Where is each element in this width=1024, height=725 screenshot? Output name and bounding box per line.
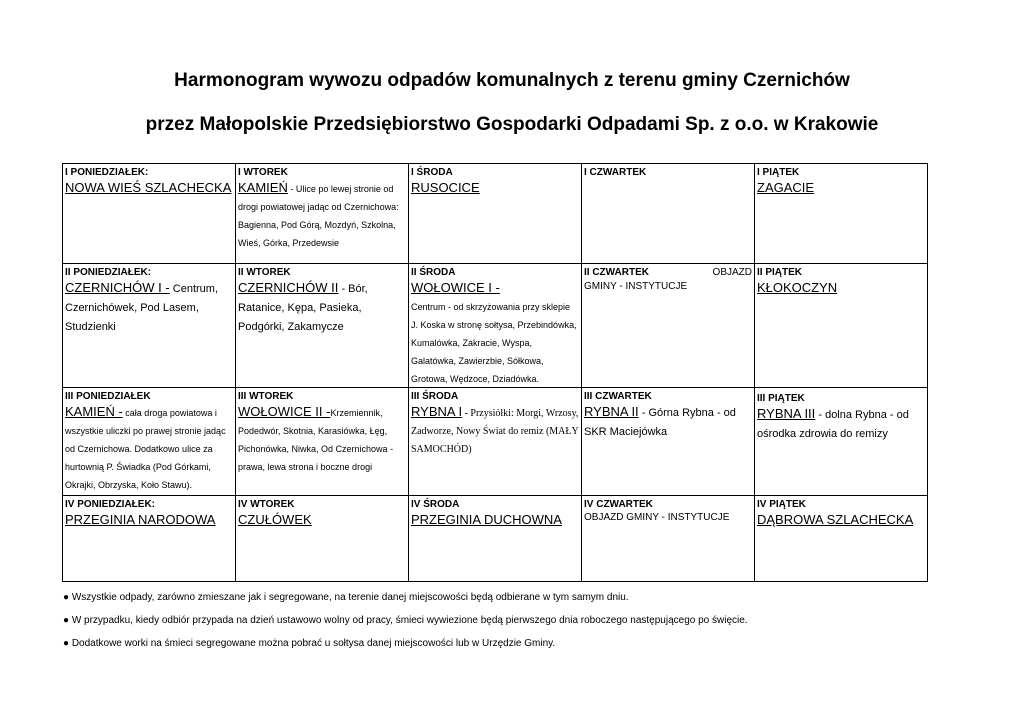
town-name: RUSOCICE [411,180,480,195]
table-cell [409,264,582,388]
table-cell [582,496,755,582]
day-label: II CZWARTEK [584,267,649,278]
note-text: OBJAZD [712,267,752,278]
day-label: I PONIEDZIAŁEK: [65,167,149,178]
day-label: II ŚRODA [411,267,456,278]
table-cell [582,164,755,264]
town-name: CZUŁÓWEK [238,512,312,527]
note-text: OBJAZD GMINY - INSTYTUCJE [584,512,730,523]
town-name: NOWA WIEŚ SZLACHECKA [65,180,232,195]
day-label: II PIĄTEK [757,267,803,278]
day-label: I PIĄTEK [757,167,800,178]
table-row [63,388,928,496]
area-description: cała droga powiatowa i wszystkie uliczki po prawej stronie jadąc od Czernichowa. Dodatkowo ulice za hurtownią P. Świadka (Pod Górkami, Okrajki, Obrzyska, Koło Stawu). [65,408,226,490]
table-cell [236,388,409,496]
day-label: III ŚRODA [411,391,459,402]
note-item: ● Dodatkowe worki na śmieci segregowane można pobrać u sołtysa danej miejscowości lub w Urzędzie Gminy. [63,638,556,649]
town-name: CZERNICHÓW II [238,280,339,295]
table-cell [236,264,409,388]
area-description: Centrum, Czernichówek, Pod Lasem, Studzienki [65,283,219,333]
note-item: ● W przypadku, kiedy odbiór przypada na dzień ustawowo wolny od pracy, śmieci wywiezione będą pierwszego dnia roboczego następującego po święcie. [63,615,748,626]
town-name: KAMIEŃ [238,180,288,195]
table-cell [582,264,755,388]
notes-list [63,591,748,660]
town-name: DĄBROWA SZLACHECKA [757,512,914,527]
town-name: PRZEGINIA NARODOWA [65,512,216,527]
table-cell [236,496,409,582]
town-name: CZERNICHÓW I - [65,280,170,295]
area-description: - Ulice po lewej stronie od drogi powiatowej jadąc od Czernichowa: Bagienna, Pod Górą, Mozdyń, Szkolna, Wieś, Górka, Przedewsie [238,184,399,248]
day-label: IV CZWARTEK [584,499,653,510]
day-label: II WTOREK [238,267,291,278]
schedule-table [62,163,928,582]
town-name: RYBNA I [411,404,463,419]
day-label: III PONIEDZIAŁEK [65,391,151,402]
table-cell [582,388,755,496]
document-title: Harmonogram wywozu odpadów komunalnych z terenu gminy Czernichów [174,70,850,91]
table-row [63,496,928,582]
table-cell [236,164,409,264]
day-label: IV WTOREK [238,499,295,510]
table-cell [755,164,928,264]
town-name: RYBNA III [757,406,816,421]
table-cell [755,388,928,496]
day-label: IV ŚRODA [411,499,460,510]
table-cell [409,164,582,264]
table-row [63,264,928,388]
table-cell [63,264,236,388]
day-label: III WTOREK [238,391,294,402]
table-cell [63,164,236,264]
day-label: I WTOREK [238,167,288,178]
table-cell [409,496,582,582]
day-label: I CZWARTEK [584,167,647,178]
area-description: Krzemiennik, Podedwór, Skotnia, Karasiówka, Łęg, Pichonówka, Niwka, Od Czernichowa - prawa, lewa strona i boczne drogi [238,408,394,472]
town-name: WOŁOWICE II - [238,404,331,419]
town-name: PRZEGINIA DUCHOWNA [411,512,562,527]
area-description: - Bór, Ratanice, Kępa, Pasieka, Podgórki, Zakamycze [238,283,368,333]
table-row [63,164,928,264]
day-label: II PONIEDZIAŁEK: [65,267,152,278]
town-name: ZAGACIE [757,180,815,195]
day-label: IV PONIEDZIAŁEK: [65,499,156,510]
note-item: ● Wszystkie odpady, zarówno zmieszane jak i segregowane, na terenie danej miejscowości będą odbierane w tym samym dniu. [63,592,629,603]
table-cell [755,264,928,388]
table-cell [755,496,928,582]
table-cell [409,388,582,496]
town-name: WOŁOWICE I - [411,280,500,295]
town-name: KAMIEŃ - [65,404,123,419]
town-name: KŁOKOCZYN [757,280,838,295]
day-label: III PIĄTEK [757,393,805,404]
day-label: IV PIĄTEK [757,499,806,510]
area-description: - Górna Rybna - od SKR Maciejówka [584,407,736,438]
table-cell [63,388,236,496]
area-description: - Przysiółki: Morgi, Wrzosy, Zadworze, Nowy Świat do remiz (MAŁY SAMOCHÓD) [411,408,579,455]
town-name: RYBNA II [584,404,639,419]
day-label: III CZWARTEK [584,391,652,402]
note-text: GMINY - INSTYTUCJE [584,281,688,292]
document-subtitle: przez Małopolskie Przedsiębiorstwo Gospodarki Odpadami Sp. z o.o. w Krakowie [145,114,879,135]
area-description: - dolna Rybna - od ośrodka zdrowia do remizy [757,409,909,440]
area-description: Centrum - od skrzyżowania przy sklepie J. Koska w stronę sołtysa, Przebindówka, Kumalówka, Zakracie, Wyspa, Galatówka, Zawierzbie, Sółkowa, Grotowa, Wędzoce, Dziadówka. [411,302,577,384]
table-cell [63,496,236,582]
day-label: I ŚRODA [411,167,453,178]
